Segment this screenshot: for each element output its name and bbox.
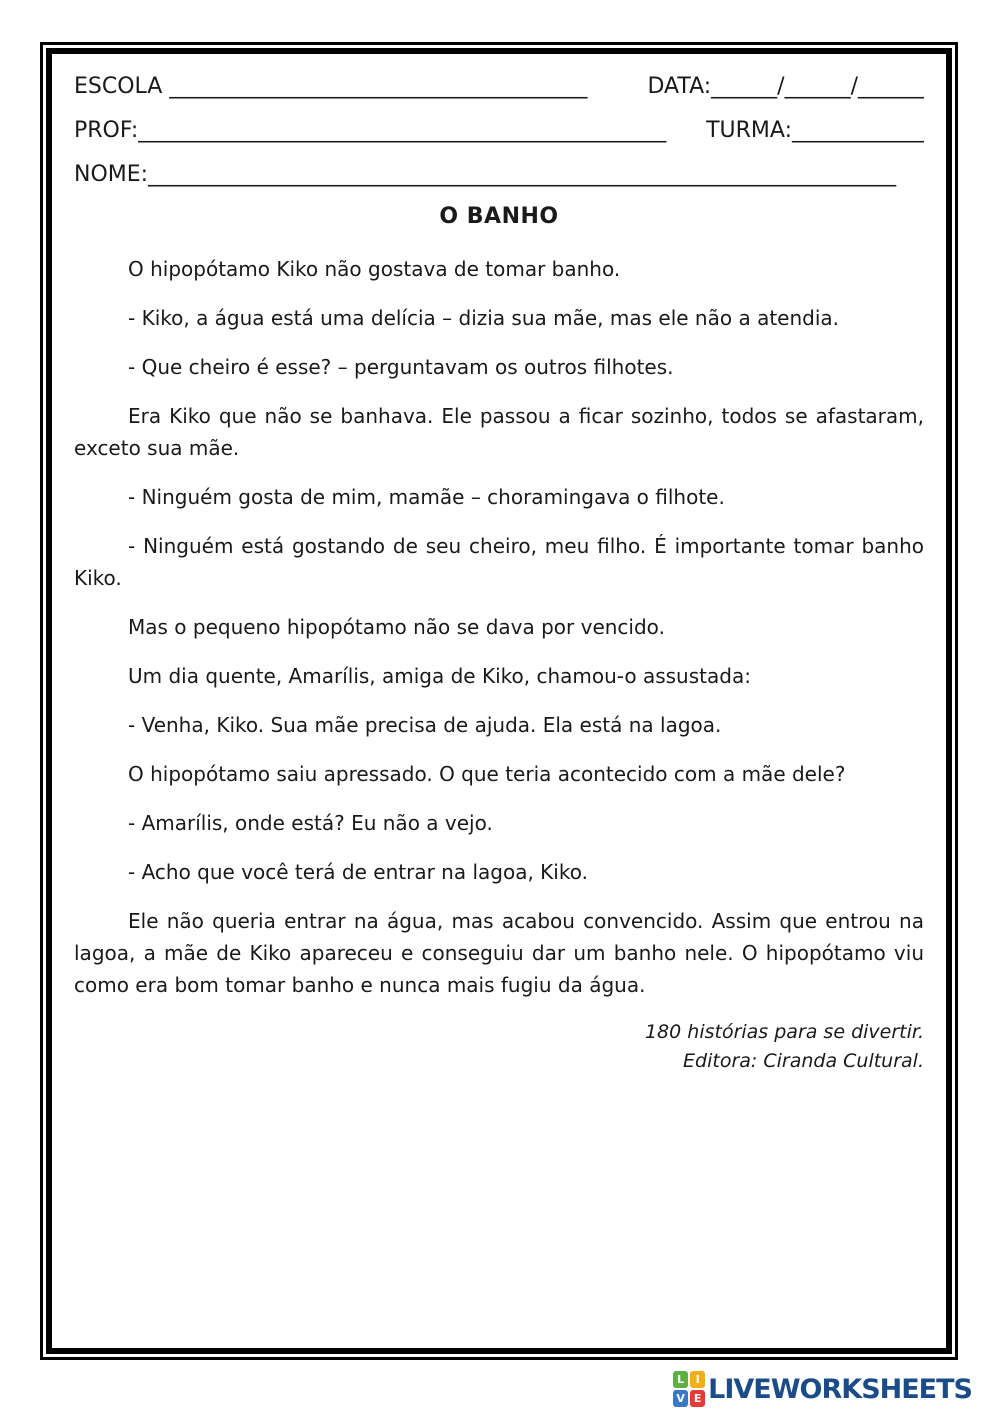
story-paragraph: O hipopótamo Kiko não gostava de tomar banho.	[128, 257, 621, 281]
logo-cell-i: I	[690, 1371, 705, 1388]
source-book-title: 180 histórias para se divertir.	[644, 1021, 924, 1043]
header-row-prof-turma	[74, 116, 924, 146]
liveworksheets-logo[interactable]	[673, 1371, 972, 1407]
worksheet-frame	[40, 42, 958, 1360]
story-paragraph: - Ninguém gosta de mim, mamãe – choramingava o filhote.	[128, 485, 725, 509]
liveworksheets-grid-icon	[673, 1371, 705, 1407]
turma-field: TURMA:____________	[706, 118, 924, 143]
prof-field: PROF:________________________________________________	[74, 118, 667, 143]
logo-cell-l: L	[673, 1371, 688, 1388]
story-paragraph: Mas o pequeno hipopótamo não se dava por vencido.	[128, 615, 665, 639]
worksheet-header	[74, 72, 924, 190]
worksheet-frame-inner	[46, 48, 952, 1354]
header-row-nome	[74, 160, 924, 190]
story-paragraph: - Que cheiro é esse? – perguntavam os outros filhotes.	[128, 355, 674, 379]
nome-field: NOME:____________________________________________________________________	[74, 162, 897, 187]
story-paragraph: - Acho que você terá de entrar na lagoa, Kiko.	[128, 860, 588, 884]
story-paragraph: Um dia quente, Amarílis, amiga de Kiko, chamou-o assustada:	[128, 664, 751, 688]
story-paragraph: Ele não queria entrar na água, mas acabou convencido. Assim que entrou na lagoa, a mãe de Kiko apareceu e conseguiu dar um banho nele. O hipopótamo viu como era bom tomar banho e nunca mais fugiu da água.	[74, 909, 924, 997]
data-field: DATA:______/______/______	[647, 74, 924, 99]
logo-cell-v: V	[673, 1390, 688, 1407]
source-citation	[74, 1018, 924, 1076]
story-paragraph: O hipopótamo saiu apressado. O que teria acontecido com a mãe dele?	[128, 762, 846, 786]
logo-cell-e: E	[690, 1390, 705, 1407]
story-paragraph: - Kiko, a água está uma delícia – dizia sua mãe, mas ele não a atendia.	[128, 306, 840, 330]
source-publisher: Editora: Ciranda Cultural.	[683, 1050, 924, 1072]
story-paragraph: - Ninguém está gostando de seu cheiro, meu filho. É importante tomar banho Kiko.	[74, 534, 924, 590]
page-title: O BANHO	[439, 204, 559, 229]
header-row-escola-data	[74, 72, 924, 102]
story-paragraph: Era Kiko que não se banhava. Ele passou a ficar sozinho, todos se afastaram, exceto sua mãe.	[74, 404, 924, 460]
story-paragraph: - Venha, Kiko. Sua mãe precisa de ajuda. Ela está na lagoa.	[128, 713, 722, 737]
story-text	[74, 253, 924, 1001]
story-paragraph: - Amarílis, onde está? Eu não a vejo.	[128, 811, 493, 835]
liveworksheets-wordmark: LIVEWORKSHEETS	[708, 1373, 972, 1405]
escola-field: ESCOLA ______________________________________	[74, 74, 588, 99]
footer	[673, 1368, 972, 1410]
